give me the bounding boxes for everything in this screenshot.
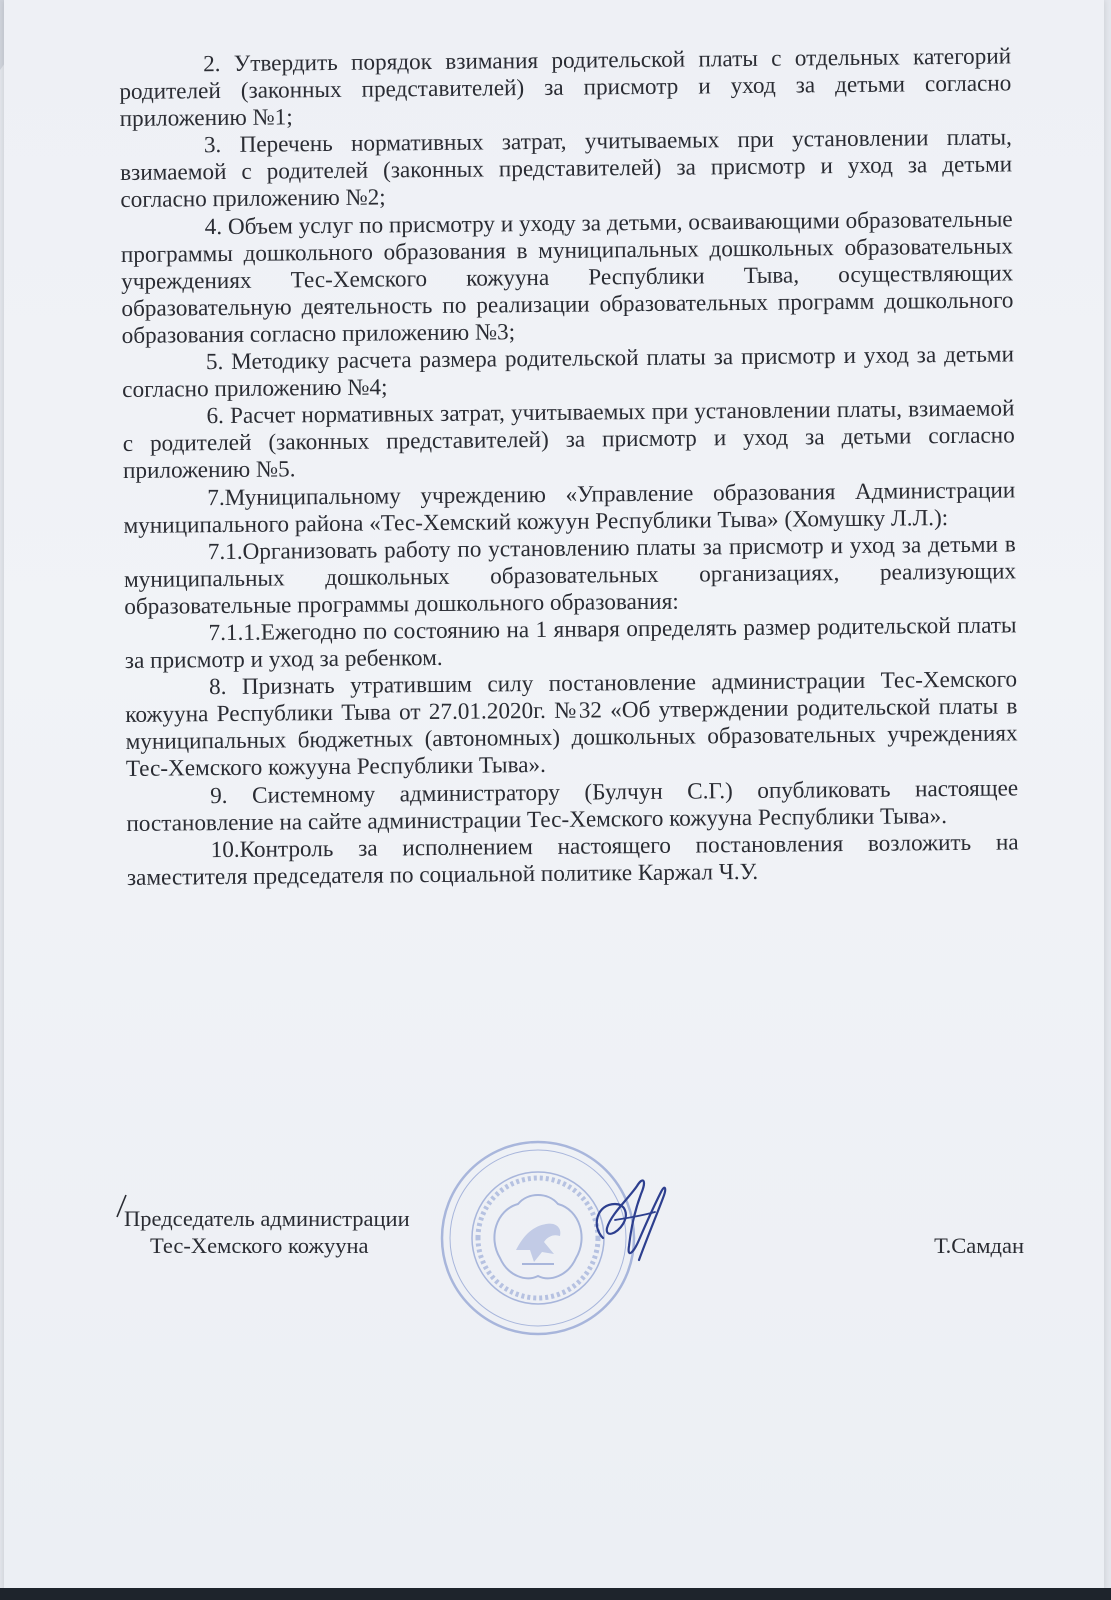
bottom-edge-strip [0,1588,1111,1600]
paragraph-item-7: 7.Муниципальному учреждению «Управление образования Администрации муниципального района «Тес-Хемский кожуун Республики Тыва» (Хомушку Л.Л.): [123,476,1016,539]
paragraph-item-9: 9. Системному администратору (Булчун С.Г.) опубликовать настоящее постановление на сайте администрации Тес-Хемского кожууна Республики Тыва». [126,774,1019,837]
paragraph-item-3: 3. Перечень нормативных затрат, учитываемых при установлении платы, взимаемой с родителей (законных представителей) за присмотр и уход за детьми согласно приложению №2; [120,124,1013,214]
paragraph-item-4: 4. Объем услуг по присмотру и уходу за детьми, осваивающими образовательные программы дошкольного образования в муниципальных дошкольных образовательных учреждениях Тес-Хемского кожууна Республики Тыва, осуществляющих образовательную деятельность по реализации образовательных программ дошкольного образования согласно приложению №3; [120,205,1014,349]
paragraph-item-5: 5. Методику расчета размера родительской платы за присмотр и уход за детьми согласно приложению №4; [122,341,1015,404]
paragraph-item-7-1-1: 7.1.1.Ежегодно по состоянию на 1 января определять размер родительской платы за присмотр и уход за ребенком. [124,612,1017,675]
signature-block [114,1205,1024,1265]
signatory-name: Т.Самдан [934,1233,1024,1258]
paragraph-item-8: 8. Признать утратившим силу постановление администрации Тес-Хемского кожууна Республики Тыва от 27.01.2020г. №32 «Об утверждении родительской платы в муниципальных бюджетных (автономных) дошкольных образовательных учреждениях Тес-Хемского кожууна Республики Тыва». [125,666,1018,783]
paragraph-item-6: 6. Расчет нормативных затрат, учитываемых при установлении платы, взимаемой с родителей (законных представителей) за присмотр и уход за детьми согласно приложению №5. [122,395,1015,485]
paragraph-item-2: 2. Утвердить порядок взимания родительской платы с отдельных категорий родителей (законных представителей) за присмотр и уход за детьми согласно приложению №1; [119,43,1012,133]
paragraph-item-10: 10.Контроль за исполнением настоящего постановления возложить на заместителя председателя по социальной политике Каржал Ч.У. [126,829,1019,891]
paragraph-item-7-1: 7.1.Организовать работу по установлению платы за присмотр и уход за детьми в муниципальных дошкольных образовательных организациях, реализующих образовательные программы дошкольного образования: [123,531,1017,620]
signatory-position-line1: Председатель администрации [124,1206,410,1231]
document-body [119,43,1019,891]
signatory-position-line2: Тес-Хемского кожууна [150,1233,369,1258]
